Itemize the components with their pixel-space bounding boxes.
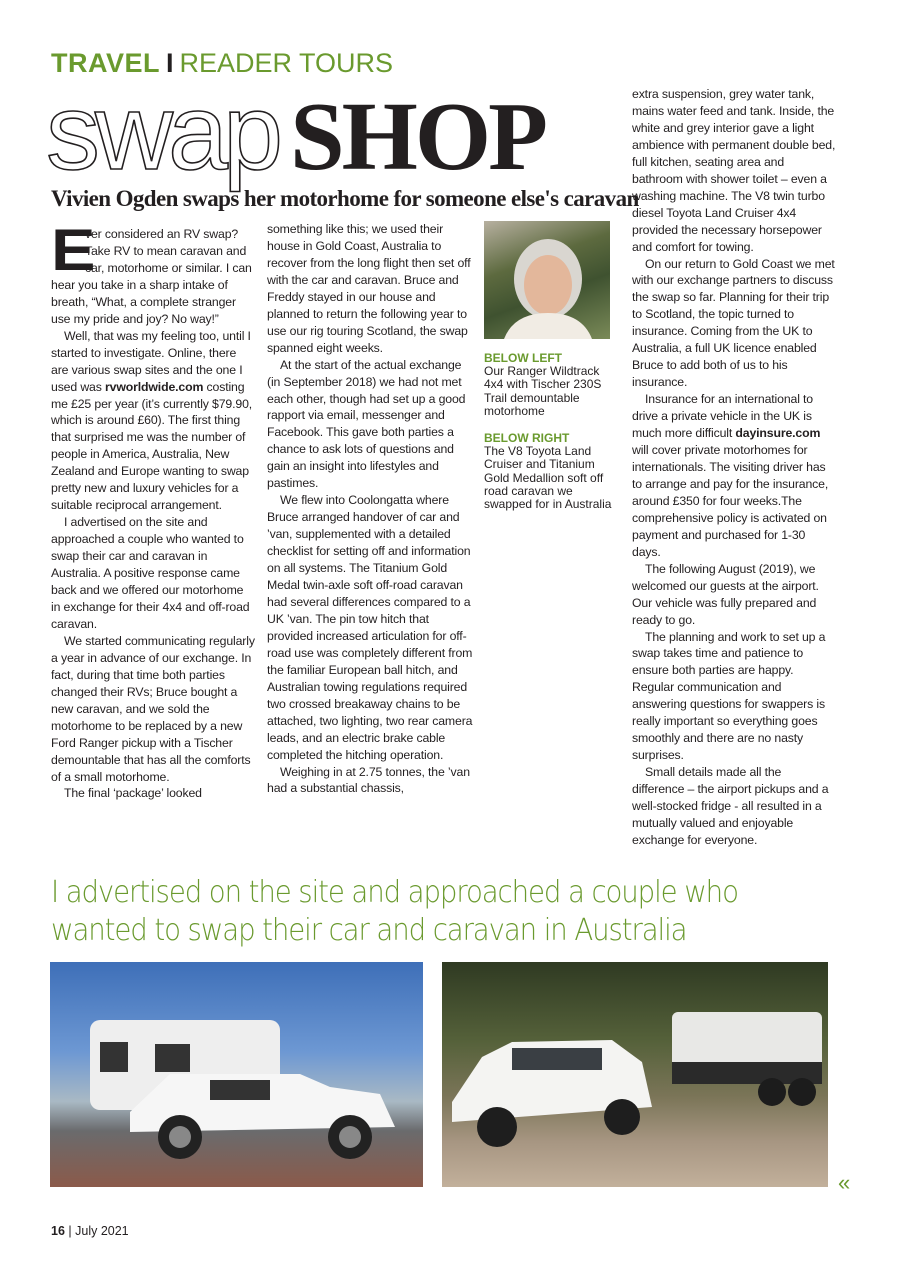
author-portrait [484,221,610,339]
paragraph: Well, that was my feeling too, until I started to investigate. Online, there are various swap sites and the one I used was [51,328,251,394]
issue-date: July 2021 [75,1224,129,1238]
pull-quote-line: wanted to swap their car and caravan in Australia [51,913,687,948]
paragraph: At the start of the actual exchange (in September 2018) we had not met each other, though had set up a good rapport via email, messenger and Facebook. This gave both parties a chance to ask lots of questions and gain an insight into lifestyles and pastimes. [267,357,466,491]
paragraph: The final ‘package’ looked [64,786,202,801]
standfirst: Vivien Ogden swaps her motorhome for someone else's caravan [51,186,639,211]
drop-cap: E [51,218,96,283]
caption-heading: BELOW RIGHT [484,431,570,446]
paragraph: We started communicating regularly a year in advance of our exchange. In fact, during that time both parties changed their RVs; Bruce bought a new caravan, and we sold the motorhome to be replaced by a new Ford Ranger pickup with a Tischer demountable that has all the comforts of a small motorhome. [51,633,255,784]
paragraph: The following August (2019), we welcomed our guests at the airport. Our vehicle was fully prepared and ready to go. [632,561,819,627]
page-footer [51,1224,129,1238]
paragraph-cont: costing me £25 per year (it’s currently $79.90, which is around £60). The first thing that surprised me was the number of people in America, Australia, New Zealand and Europe wanting to swap pretty new and luxury vehicles for a suitable reciprocal arrangement. [51,379,253,513]
caption-text: Our Ranger Wildtrack 4x4 with Tischer 230S Trail demountable motorhome [484,364,602,418]
paragraph: I advertised on the site and approached a couple who wanted to swap their car and caravan in Australia. A positive response came back and we offered our motorhome in exchange for their 4x4 and off-road caravan. [51,515,250,631]
caption-heading: BELOW LEFT [484,351,562,365]
subsection-label: READER TOURS [179,48,394,78]
footer-separator: | [68,1224,72,1238]
article-column-4 [632,86,836,849]
photo-landcruiser-caravan [442,962,828,1187]
kicker-separator: I [166,48,174,78]
paragraph: ver considered an RV swap? Take RV to mean caravan and car, motorhome or similar. I can hear you take in a sharp intake of breath, “What, a complete stranger use my pride and joy? No way!” [51,227,252,326]
paragraph: Weighing in at 2.75 tonnes, the ’van had a substantial chassis, [267,764,470,796]
caption-below-left [484,352,619,418]
page-number: 16 [51,1224,65,1238]
continue-arrow-icon: « [838,1170,851,1195]
caption-below-right [484,432,619,511]
paragraph: On our return to Gold Coast we met with our exchange partners to discuss the swap so far. Planning for their trip to Scotland, the topic turned to insurance. Coming from the UK to Australia, a full UK licence enabled Bruce to add both of us to his insurance. [632,256,835,390]
photo-ranger-motorhome [50,962,423,1187]
paragraph: extra suspension, grey water tank, mains water feed and tank. Inside, the white and grey interior gave a light ambience with permanent double bed, full kitchen, seating area and bathroom with shower toilet – even a washing machine. The V8 twin turbo diesel Toyota Land Cruiser 4x4 provided the necessary horsepower and comfort for towing. [632,87,836,254]
section-label: TRAVEL [51,48,160,78]
article-column-2 [267,221,473,797]
paragraph: The planning and work to set up a swap takes time and patience to ensure both parties are happy. Regular communication and answering questions for swappers is really important so everything goes smoothly and there are no nasty surprises. [632,629,826,763]
paragraph-cont: will cover private motorhomes for internationals. The visiting driver has to arrange and pay for the insurance, around £350 for four weeks.The comprehensive policy is activated on payment and purchased for 1-30 days. [632,443,829,559]
link-dayinsure: dayinsure.com [735,426,821,441]
headline [46,71,621,192]
pull-quote-line: I advertised on the site and approached a couple who [51,875,738,910]
pull-quote [51,874,738,950]
paragraph: something like this; we used their house in Gold Coast, Australia to recover from the long flight then set off with the car and caravan. Bruce and Freddy stayed in our house and planned to return the following year to use our rig touring Scotland, the swap spanned eight weeks. [267,222,471,355]
link-rvworldwide: rvworldwide.com [105,379,204,394]
caption-text: The V8 Toyota Land Cruiser and Titanium Gold Medallion soft off road caravan we swapped for in Australia [484,444,612,512]
paragraph: Small details made all the difference – the airport pickups and a well-stocked fridge - all resulted in a mutually valued and enjoyable exchange for everyone. [632,765,829,847]
article-column-1 [51,218,255,802]
headline-light: swap [46,71,279,192]
photo-captions [484,352,619,525]
paragraph: We flew into Coolongatta where Bruce arranged handover of car and ’van, supplemented with a detailed checklist for setting off and information on all systems. The Titanium Gold Medal twin-axle soft off-road caravan had several differences compared to a UK ’van. The pin tow hitch that provided increased articulation for off-road use was completely different from the familiar European ball hitch, and Australian towing regulations required two crossed breakaway chains to be attached, two lighting, two rear camera leads, and an electric brake cable completed the hitching operation. [267,493,473,762]
paragraph: Insurance for an international to drive a private vehicle in the UK is much more difficult [632,392,813,441]
headline-bold: SHOP [290,83,545,191]
